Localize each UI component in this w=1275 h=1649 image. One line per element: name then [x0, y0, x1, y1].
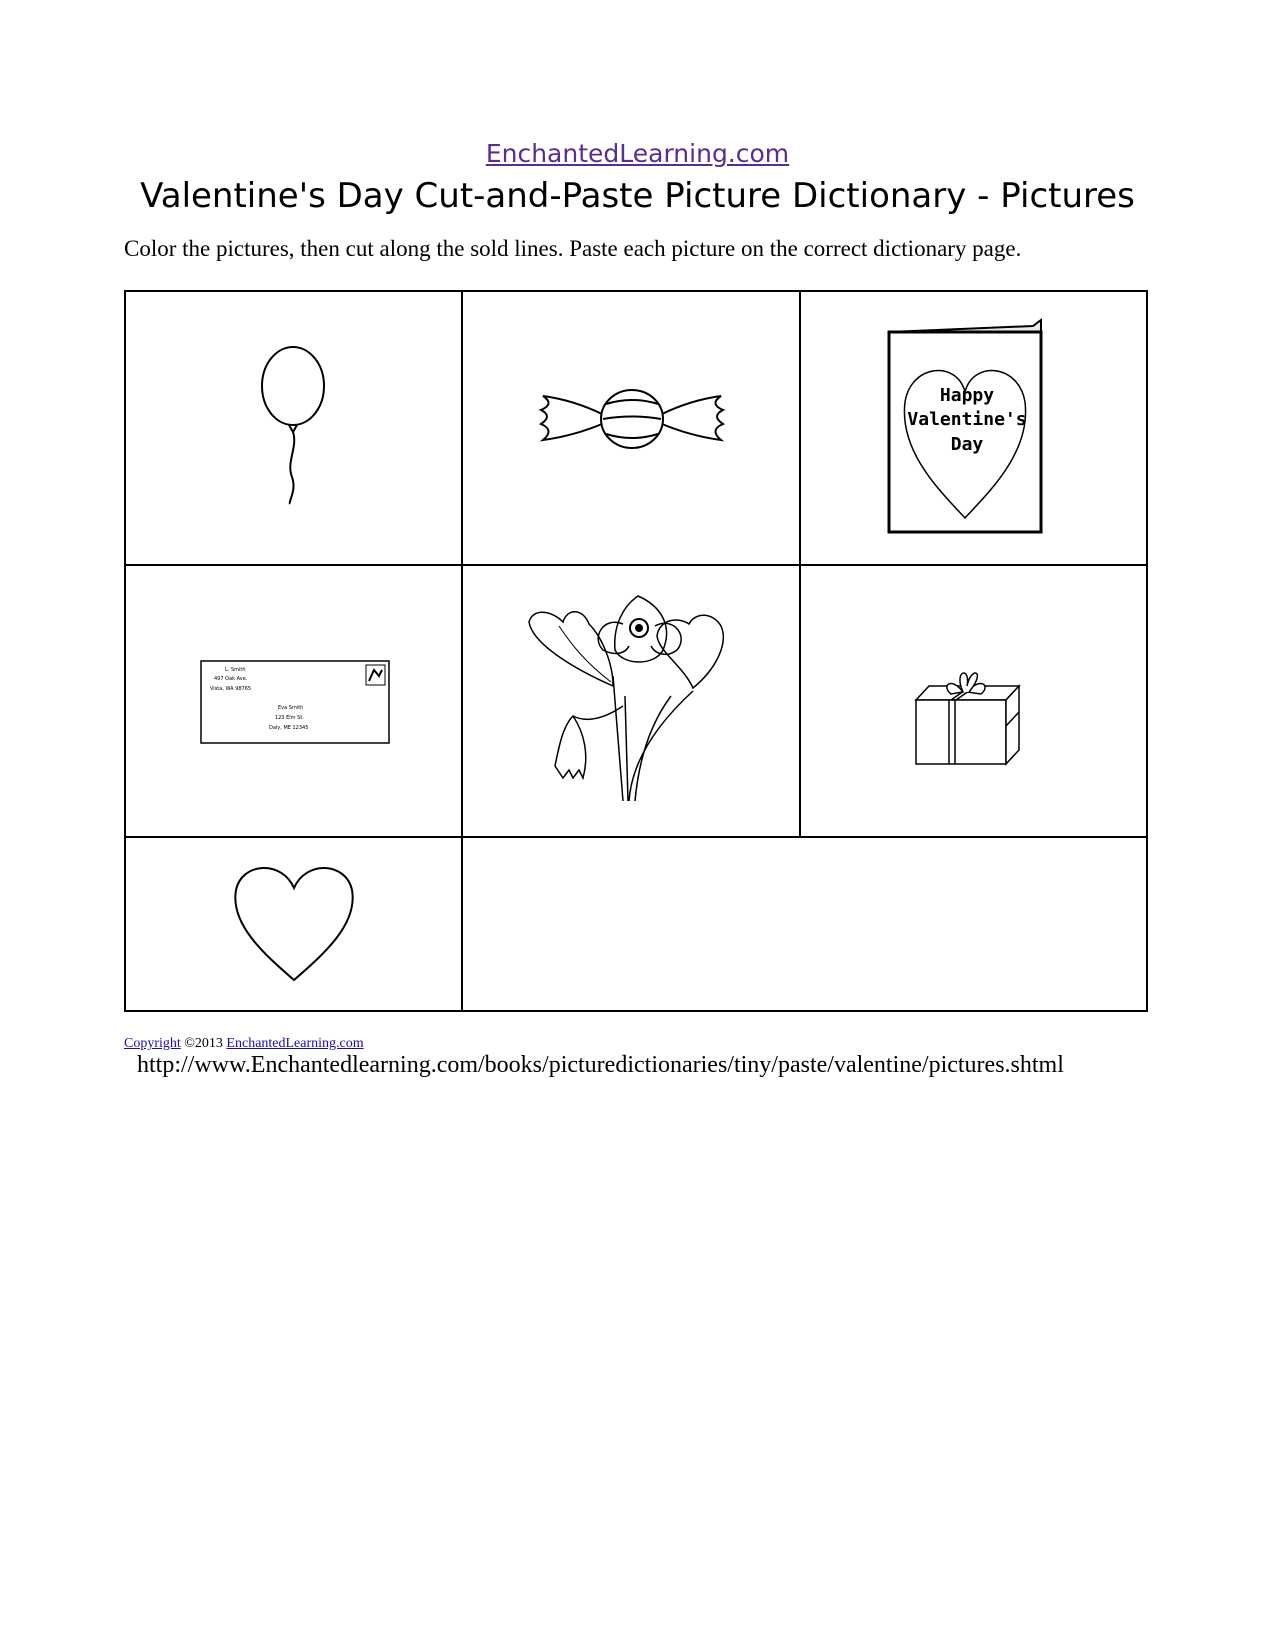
cell-gift: [801, 566, 1146, 838]
page-title: Valentine's Day Cut-and-Paste Picture Dictionary - Pictures: [140, 176, 1135, 216]
envelope-recipient-3: Daly, ME 12345: [269, 725, 309, 731]
envelope-sender-3: Vista, WA 98765: [210, 686, 252, 692]
card-line-3: Day: [950, 434, 984, 455]
envelope-recipient-1: Eva Smith: [278, 705, 304, 711]
site-link[interactable]: EnchantedLearning.com: [485, 139, 790, 168]
valentine-card-icon: [801, 292, 1146, 566]
instructions: Color the pictures, then cut along the sold lines. Paste each picture on the correct dictionary page.: [124, 236, 1022, 261]
cell-balloon: [126, 292, 463, 566]
copyright-link[interactable]: Copyright: [124, 1036, 181, 1051]
envelope-recipient-2: 123 Elm St.: [275, 715, 304, 721]
copyright-year: ©2013: [184, 1036, 223, 1051]
cell-envelope: [126, 566, 463, 838]
cell-flowers: [463, 566, 801, 838]
balloon-icon: [126, 292, 463, 566]
footer-site-link[interactable]: EnchantedLearning.com: [226, 1036, 364, 1051]
candy-icon: [463, 292, 801, 566]
envelope-sender-1: L. Smith: [225, 667, 246, 673]
heart-icon: [126, 838, 463, 1010]
envelope-sender-2: 497 Oak Ave.: [214, 676, 248, 682]
card-line-1: Happy: [939, 385, 995, 406]
picture-grid: [124, 290, 1148, 1012]
cell-empty: [463, 838, 1146, 1010]
cell-valentine-card: [801, 292, 1146, 566]
card-line-2: Valentine's: [907, 409, 1027, 430]
footer-url: http://www.Enchantedlearning.com/books/picturedictionaries/tiny/paste/valentine/pictures.shtml: [137, 1052, 1064, 1078]
envelope-icon: [126, 566, 463, 838]
flowers-icon: [463, 566, 801, 838]
gift-icon: [801, 566, 1146, 838]
footer-copyright: [124, 1036, 364, 1052]
cell-heart: [126, 838, 463, 1010]
cell-candy: [463, 292, 801, 566]
